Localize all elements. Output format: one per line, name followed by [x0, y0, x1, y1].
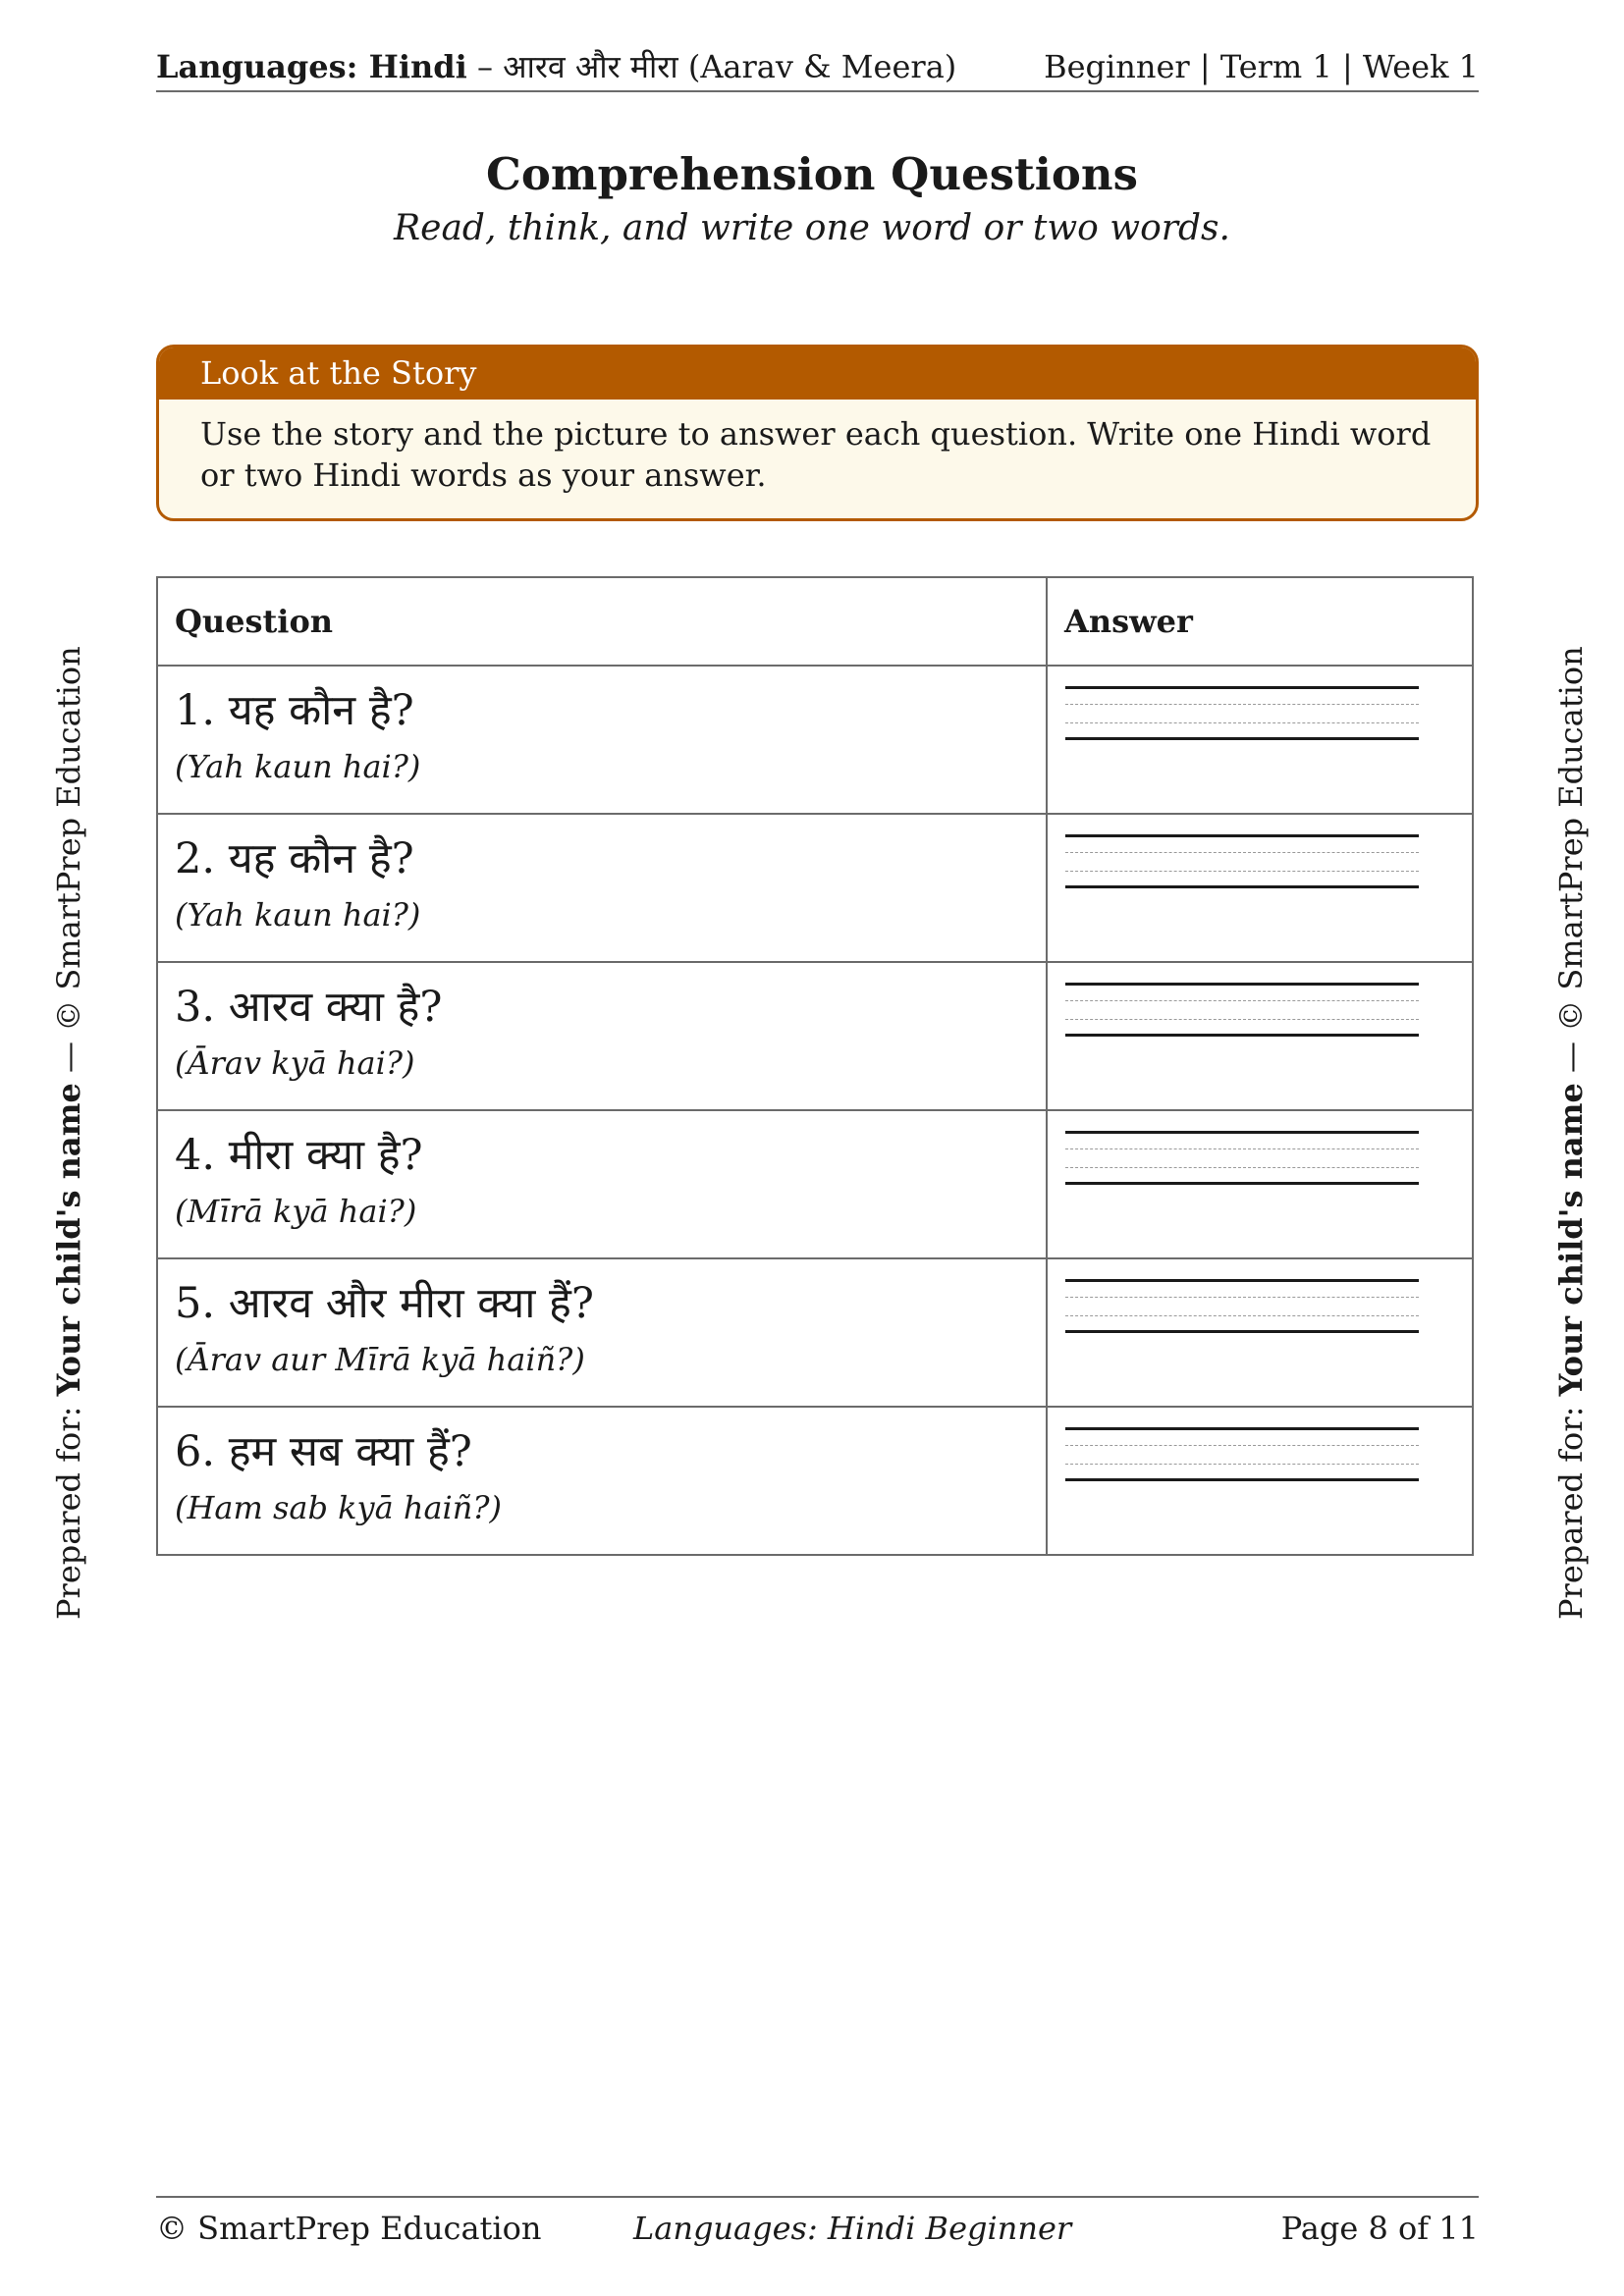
writing-guide-dashed — [1065, 852, 1419, 853]
writing-guide-dashed — [1065, 1445, 1419, 1446]
header-question: Question — [157, 577, 1047, 666]
side-prefix: Prepared for: — [1552, 1396, 1590, 1620]
writing-line-base — [1065, 1478, 1419, 1481]
writing-guide-dashed — [1065, 1000, 1419, 1001]
side-prefix: Prepared for: — [50, 1396, 87, 1620]
answer-writing-lines[interactable] — [1065, 1427, 1419, 1516]
callout-heading: Look at the Story — [159, 347, 1476, 400]
footer-copyright: © SmartPrep Education — [156, 2210, 542, 2247]
answer-writing-lines[interactable] — [1065, 983, 1419, 1071]
answer-cell[interactable] — [1047, 814, 1473, 962]
table-row — [157, 1110, 1473, 1258]
side-child-name: Your child's name — [1552, 1083, 1590, 1397]
page-footer — [156, 2196, 1479, 2251]
writing-line-base — [1065, 885, 1419, 888]
question-hindi: 2. यह कौन है? — [175, 834, 414, 883]
writing-guide-dashed — [1065, 722, 1419, 723]
question-transliteration: (Yah kaun hai?) — [175, 748, 421, 785]
question-transliteration: (Ārav kyā hai?) — [175, 1044, 415, 1082]
footer-course: Languages: Hindi Beginner — [633, 2210, 1072, 2247]
writing-line-base — [1065, 1034, 1419, 1037]
question-cell — [157, 1258, 1047, 1407]
question-hindi: 3. आरव क्या है? — [175, 983, 443, 1032]
writing-guide-dashed — [1065, 704, 1419, 705]
side-child-name: Your child's name — [50, 1083, 87, 1397]
writing-line-top — [1065, 686, 1419, 689]
answer-writing-lines[interactable] — [1065, 834, 1419, 923]
writing-line-top — [1065, 983, 1419, 986]
answer-cell[interactable] — [1047, 666, 1473, 814]
side-suffix: — © SmartPrep Education — [1552, 646, 1590, 1084]
writing-guide-dashed — [1065, 871, 1419, 872]
question-cell — [157, 962, 1047, 1110]
writing-line-top — [1065, 1427, 1419, 1430]
table-row — [157, 814, 1473, 962]
question-hindi: 4. मीरा क्या है? — [175, 1131, 423, 1180]
writing-guide-dashed — [1065, 1019, 1419, 1020]
answer-writing-lines[interactable] — [1065, 1279, 1419, 1367]
page-subtitle: Read, think, and write one word or two words. — [394, 208, 1230, 248]
writing-guide-dashed — [1065, 1464, 1419, 1465]
side-prepared-for-right — [1551, 646, 1591, 1620]
writing-guide-dashed — [1065, 1167, 1419, 1168]
table-row — [157, 1407, 1473, 1555]
question-cell — [157, 666, 1047, 814]
writing-line-top — [1065, 1131, 1419, 1134]
header-level: Beginner | Term 1 | Week 1 — [1044, 48, 1479, 85]
answer-cell[interactable] — [1047, 1258, 1473, 1407]
question-hindi: 5. आरव और मीरा क्या हैं? — [175, 1279, 594, 1328]
question-cell — [157, 1110, 1047, 1258]
question-transliteration: (Mīrā kyā hai?) — [175, 1193, 417, 1230]
footer-page-number: Page 8 of 11 — [1280, 2210, 1479, 2247]
answer-writing-lines[interactable] — [1065, 686, 1419, 774]
header-subject — [156, 43, 956, 90]
writing-line-top — [1065, 834, 1419, 837]
question-cell — [157, 814, 1047, 962]
question-transliteration: (Yah kaun hai?) — [175, 896, 421, 934]
writing-line-base — [1065, 1330, 1419, 1333]
side-prepared-for-left — [49, 646, 88, 1620]
instruction-callout — [156, 345, 1479, 521]
header-subject-rest: – आरव और मीरा (Aarav & Meera) — [466, 48, 957, 85]
writing-guide-dashed — [1065, 1315, 1419, 1316]
answer-cell[interactable] — [1047, 1407, 1473, 1555]
question-hindi: 1. यह कौन है? — [175, 686, 414, 735]
table-row — [157, 1258, 1473, 1407]
callout-body: Use the story and the picture to answer each question. Write one Hindi word or two Hindi words as your answer. — [200, 415, 1432, 494]
answer-cell[interactable] — [1047, 962, 1473, 1110]
writing-line-base — [1065, 1182, 1419, 1185]
question-transliteration: (Ārav aur Mīrā kyā haiñ?) — [175, 1341, 585, 1378]
table-header-row — [157, 577, 1473, 666]
page-header — [156, 43, 1479, 92]
question-cell — [157, 1407, 1047, 1555]
writing-guide-dashed — [1065, 1148, 1419, 1149]
table-row — [157, 962, 1473, 1110]
writing-guide-dashed — [1065, 1297, 1419, 1298]
side-suffix: — © SmartPrep Education — [50, 646, 87, 1084]
table-row — [157, 666, 1473, 814]
header-subject-bold: Languages: Hindi — [156, 48, 467, 85]
header-answer: Answer — [1047, 577, 1473, 666]
question-hindi: 6. हम सब क्या हैं? — [175, 1427, 472, 1476]
answer-cell[interactable] — [1047, 1110, 1473, 1258]
writing-line-top — [1065, 1279, 1419, 1282]
page-title: Comprehension Questions — [486, 148, 1138, 200]
writing-line-base — [1065, 737, 1419, 740]
questions-table — [156, 576, 1474, 1556]
answer-writing-lines[interactable] — [1065, 1131, 1419, 1219]
question-transliteration: (Ham sab kyā haiñ?) — [175, 1489, 503, 1526]
